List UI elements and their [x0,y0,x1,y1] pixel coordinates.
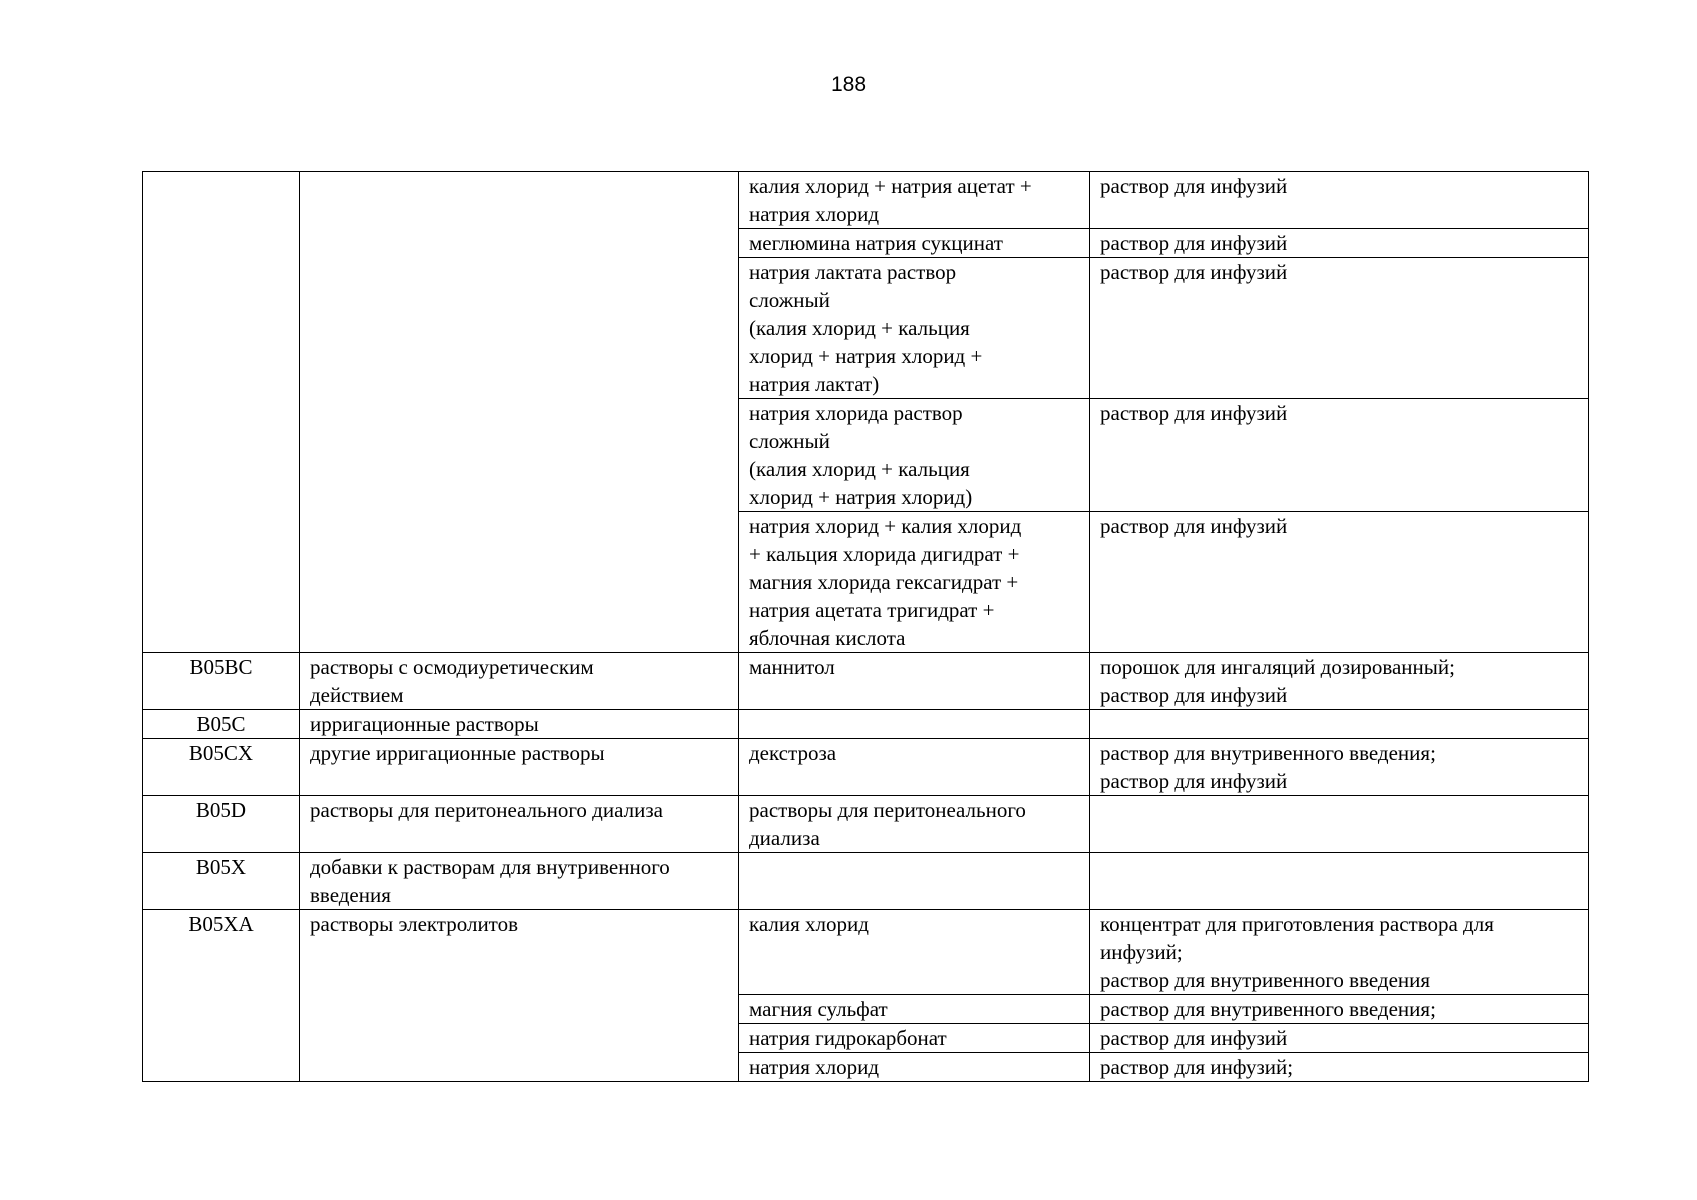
substance-line: натрия ацетата тригидрат + [749,598,995,622]
dosage-form-cell [1090,796,1589,853]
table-row [143,653,1589,710]
dosage-form-cell [1090,172,1589,229]
group-cell [300,739,739,796]
substance-line: декстроза [749,741,837,765]
dosage-form-line: раствор для внутривенного введения; [1100,741,1436,765]
substance-line: хлорид + натрия хлорид) [749,485,973,509]
atc-code-cell: B05D [143,796,300,853]
group-cell [300,910,739,1082]
atc-code-cell: B05XA [143,910,300,1082]
group-cell [300,710,739,739]
substance-line: + кальция хлорида дигидрат + [749,542,1020,566]
dosage-form-line: раствор для инфузий; [1100,1055,1294,1079]
substance-cell [739,512,1090,653]
substance-line: натрия лактата раствор [749,260,957,284]
substance-line: меглюмина натрия сукцинат [749,231,1003,255]
dosage-form-line: раствор для инфузий [1100,260,1288,284]
group-cell [300,653,739,710]
substance-line: диализа [749,826,820,850]
dosage-form-line: раствор для инфузий [1100,683,1288,707]
substance-cell [739,910,1090,995]
group-cell [300,172,739,653]
substance-cell [739,853,1090,910]
group-line: ирригационные растворы [310,712,539,736]
group-line: растворы для перитонеального диализа [310,798,663,822]
group-line: добавки к растворам для внутривенного [310,855,670,879]
group-line: действием [310,683,404,707]
group-cell [300,853,739,910]
substance-line: натрия лактат) [749,372,880,396]
dosage-form-cell [1090,1053,1589,1082]
substance-cell [739,796,1090,853]
substance-cell [739,1053,1090,1082]
substance-cell [739,172,1090,229]
substance-line: (калия хлорид + кальция [749,316,970,340]
substance-line: растворы для перитонеального [749,798,1026,822]
dosage-form-cell [1090,739,1589,796]
page-number: 188 [830,73,867,96]
substance-cell [739,739,1090,796]
substance-line: маннитол [749,655,835,679]
table-row [143,739,1589,796]
atc-code-cell: B05CX [143,739,300,796]
dosage-form-cell [1090,710,1589,739]
substance-line: натрия хлорид + калия хлорид [749,514,1022,538]
dosage-form-line: раствор для инфузий [1100,231,1288,255]
dosage-form-line: раствор для внутривенного введения [1100,968,1431,992]
dosage-form-line: порошок для ингаляций дозированный; [1100,655,1455,679]
table-row [143,710,1589,739]
substance-cell [739,653,1090,710]
substance-line: яблочная кислота [749,626,906,650]
atc-code-cell: B05BC [143,653,300,710]
substance-line: (калия хлорид + кальция [749,457,970,481]
dosage-form-line: раствор для инфузий [1100,174,1288,198]
dosage-form-cell [1090,399,1589,512]
dosage-form-cell [1090,1024,1589,1053]
group-line: другие ирригационные растворы [310,741,605,765]
dosage-form-cell [1090,910,1589,995]
substance-line: натрия хлорид [749,202,879,226]
dosage-form-line: раствор для инфузий [1100,769,1288,793]
substance-line: хлорид + натрия хлорид + [749,344,983,368]
substance-line: магния хлорида гексагидрат + [749,570,1019,594]
dosage-form-cell [1090,258,1589,399]
dosage-form-cell [1090,853,1589,910]
atc-code-cell: B05C [143,710,300,739]
substance-line: калия хлорид [749,912,869,936]
substance-line: натрия гидрокарбонат [749,1026,947,1050]
dosage-form-cell [1090,995,1589,1024]
dosage-form-cell [1090,512,1589,653]
substance-cell [739,258,1090,399]
group-line: растворы электролитов [310,912,519,936]
substance-cell [739,399,1090,512]
table-row [143,910,1589,995]
table-row [143,796,1589,853]
group-cell [300,796,739,853]
substance-line: калия хлорид + натрия ацетат + [749,174,1032,198]
dosage-form-line: инфузий; [1100,940,1183,964]
group-line: растворы с осмодиуретическим [310,655,594,679]
dosage-form-cell [1090,653,1589,710]
dosage-form-line: раствор для инфузий [1100,514,1288,538]
substance-line: натрия хлорид [749,1055,879,1079]
atc-code-cell: B05X [143,853,300,910]
table-row [143,853,1589,910]
substance-line: магния сульфат [749,997,888,1021]
substance-line: сложный [749,429,830,453]
dosage-form-line: раствор для инфузий [1100,1026,1288,1050]
substance-cell [739,995,1090,1024]
group-line: введения [310,883,391,907]
substance-line: натрия хлорида раствор [749,401,963,425]
substance-cell [739,229,1090,258]
drug-classification-table [142,171,1589,1082]
table-row [143,172,1589,229]
substance-cell [739,1024,1090,1053]
atc-code-cell [143,172,300,653]
dosage-form-line: раствор для внутривенного введения; [1100,997,1436,1021]
dosage-form-line: концентрат для приготовления раствора для [1100,912,1494,936]
dosage-form-cell [1090,229,1589,258]
dosage-form-line: раствор для инфузий [1100,401,1288,425]
substance-line: сложный [749,288,830,312]
substance-cell [739,710,1090,739]
